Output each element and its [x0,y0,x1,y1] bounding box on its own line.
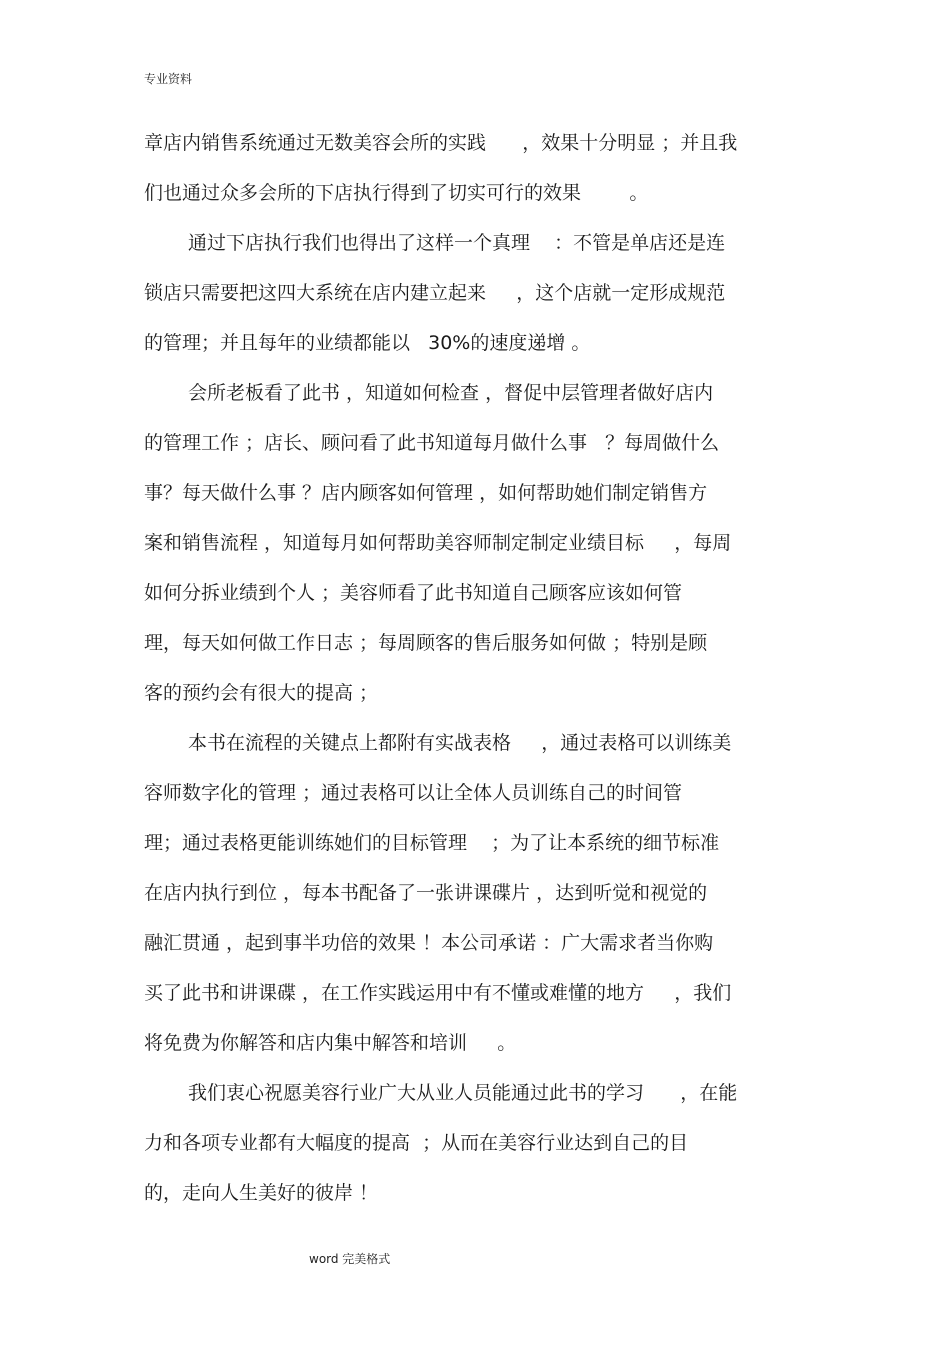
text-line: 的，走向人生美好的彼岸 ！ [144,1182,379,1204]
text-line: 们也通过众多会所的下店执行得到了切实可行的效果 。 [144,182,649,204]
paragraph-first-line: 通过下店执行我们也得出了这样一个真理 ：不管是单店还是连 [188,232,726,254]
text-line: 融汇贯通 ，起到事半功倍的效果 ！本公司承诺 ：广大需求者当你购 [144,932,714,954]
paragraph-first-line: 会所老板看了此书 ，知道如何检查 ，督促中层管理者做好店内 [188,382,714,404]
text-line: 容师数字化的管理 ；通过表格可以让全体人员训练自己的时间管 [144,782,683,804]
page-footer-label: word 完美格式 [309,1252,391,1266]
text-line: 锁店只需要把这四大系统在店内建立起来 ，这个店就一定形成规范 [144,282,726,304]
text-line: 客的预约会有很大的提高 ； [144,682,379,704]
text-line: 力和各项专业都有大幅度的提高 ；从而在美容行业达到自己的目 [144,1132,689,1154]
text-line: 如何分拆业绩到个人 ；美容师看了此书知道自己顾客应该如何管 [144,582,683,604]
paragraph-first-line: 我们衷心祝愿美容行业广大从业人员能通过此书的学习 ，在能 [188,1082,738,1104]
text-line: 在店内执行到位 ，每本书配备了一张讲课碟片 ，达到听觉和视觉的 [144,882,708,904]
text-line: 案和销售流程 ，知道每月如何帮助美容师制定制定业绩目标 ，每周 [144,532,732,554]
document-body [144,118,804,1218]
paragraph-first-line: 本书在流程的关键点上都附有实战表格 ，通过表格可以训练美 [188,732,732,754]
page-header-label: 专业资料 [144,72,193,86]
text-line: 将免费为你解答和店内集中解答和培训 。 [144,1032,517,1054]
text-line: 理，每天如何做工作日志 ；每周顾客的售后服务如何做 ；特别是顾 [144,632,708,654]
text-line: 理；通过表格更能训练她们的目标管理 ；为了让本系统的细节标准 [144,832,720,854]
text-line: 章店内销售系统通过无数美容会所的实践 ，效果十分明显 ；并且我 [144,132,738,154]
text-line: 事？每天做什么事 ？店内顾客如何管理 ，如何帮助她们制定销售方 [144,482,708,504]
text-line: 的管理工作 ；店长、顾问看了此书知道每月做什么事 ？每周做什么 [144,432,720,454]
text-line: 买了此书和讲课碟 ，在工作实践运用中有不懂或难懂的地方 ，我们 [144,982,732,1004]
text-line: 的管理；并且每年的业绩都能以 30%的速度递增 。 [144,332,591,354]
